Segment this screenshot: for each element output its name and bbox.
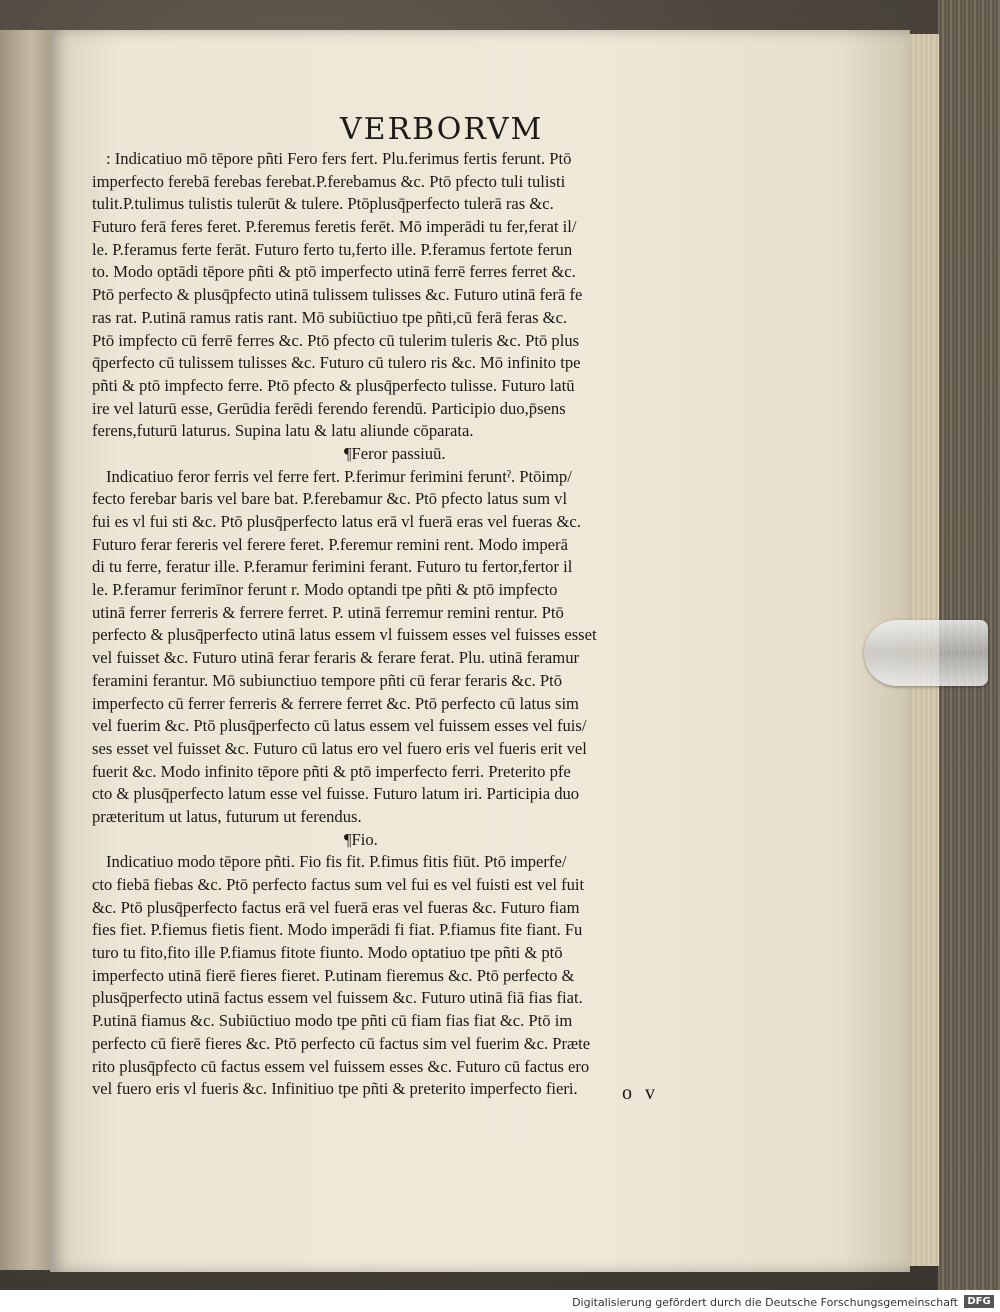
text-line: Futuro ferar fereris vel ferere feret. P.feremur remini rent. Modo imperā	[92, 534, 568, 554]
text-line: P.utinā fiamus &c. Subiūctiuo modo tpe pñti cū fiam fias fiat &c. Ptō im	[92, 1011, 573, 1031]
text-line: ¶Fio.	[344, 829, 378, 849]
text-line: le. P.feramur ferimīnor ferunt r. Modo optandi tpe pñti & ptō impfecto	[92, 580, 558, 600]
text-line: plusq̄perfecto utinā factus essem vel fuissem &c. Futuro utinā fiā fias fiat.	[92, 988, 583, 1008]
text-line: tulit.P.tulimus tulistis tulerūt & tulere. Ptōplusq̄perfecto tulerā ras &c.	[92, 194, 554, 214]
text-line: rito plusq̄pfecto cū factus essem vel fuissem esses &c. Futuro cū factus ero	[92, 1056, 590, 1076]
text-line: Indicatiuo feror ferris vel ferre fert. P.ferimur ferimini feruntˀ. Ptōimp/	[106, 466, 572, 486]
text-line: turo tu fito,fito ille P.fiamus fitote fiunto. Modo optatiuo tpe pñti & ptō	[92, 943, 563, 963]
dfg-logo: DFG	[964, 1295, 994, 1308]
text-line: : Indicatiuo mō tēpore pñti Fero fers fert. Plu.ferimus fertis ferunt. Ptō	[106, 149, 572, 168]
text-line: vel fuerim &c. Ptō plusq̄perfecto cū latus essem vel fuissem esses vel fuis/	[92, 716, 587, 736]
text-line: Ptō impfecto cū ferrē ferres &c. Ptō pfecto cū tulerim tuleris &c. Ptō plus	[92, 330, 580, 350]
text-line: ferens,futurū laturus. Supina latu & latu aliunde cōparata.	[92, 421, 474, 441]
text-line: ses esset vel fuisset &c. Futuro cū latus ero vel fuero eris vel fueris erit vel	[92, 738, 587, 758]
text-line: ire vel laturū esse, Gerūdia ferēdi ferendo ferendū. Participio duo,p̄sens	[92, 398, 566, 418]
text-line: Futuro ferā feres feret. P.feremus feretis ferēt. Mō imperādi tu fer,ferat il/	[92, 217, 577, 237]
text-line: pñti & ptō impfecto ferre. Ptō pfecto & plusq̄perfecto tulisse. Futuro latū	[92, 375, 575, 395]
text-line: fui es vl fui sti &c. Ptō plusq̄perfecto latus erā vl fuerā eras vel fueras &c.	[92, 512, 581, 531]
text-line: vel fuisset &c. Futuro utinā ferar feraris & ferare ferat. Plu. utinā feramur	[92, 648, 580, 668]
text-line: cto & plusq̄perfecto latum esse vel fuisse. Futuro latum iri. Participia duo	[92, 784, 580, 804]
text-line: Ptō perfecto & plusq̄pfecto utinā tulissem tulisses &c. Futuro utinā ferā fe	[92, 285, 583, 305]
text-line: fuerit &c. Modo infinito tēpore pñti & ptō imperfecto ferri. Preterito pfe	[92, 761, 571, 781]
left-page-edge	[0, 30, 52, 1270]
catchword: o v	[622, 1082, 659, 1104]
text-line: imperfecto utinā fierē fieres fieret. P.utinam fieremus &c. Ptō perfecto &	[92, 965, 575, 985]
text-line: ¶Feror passiuū.	[344, 443, 446, 463]
page-clip	[864, 620, 988, 686]
text-line: cto fiebā fiebas &c. Ptō perfecto factus sum vel fui es vel fuisti est vel fuit	[92, 875, 585, 894]
text-line: imperfecto ferebā ferebas ferebat.P.ferebamus &c. Ptō pfecto tuli tulisti	[92, 171, 566, 191]
text-line: utinā ferrer ferreris & ferrere ferret. P. utinā ferremur remini rentur. Ptō	[92, 602, 564, 622]
text-line: di tu ferre, feratur ille. P.feramur ferimini ferant. Futuro tu fertor,fertor il	[92, 557, 573, 577]
text-line: Indicatiuo modo tēpore pñti. Fio fis fit. P.fimus fitis fiūt. Ptō imperfe/	[106, 852, 567, 872]
text-line: le. P.feramus ferte ferāt. Futuro ferto tu,ferto ille. P.feramus fertote ferun	[92, 239, 573, 259]
text-line: fecto ferebar baris vel bare bat. P.ferebamur &c. Ptō pfecto latus sum vl	[92, 489, 568, 509]
text-line: to. Modo optādi tēpore pñti & ptō imperfecto utinā ferrē ferres ferret &c.	[92, 262, 576, 282]
running-title: VERBORVM	[340, 112, 544, 147]
body-text	[92, 148, 716, 1101]
footer-credit: Digitalisierung gefördert durch die Deutsche Forschungsgemeinschaft	[572, 1296, 958, 1309]
text-line: imperfecto cū ferrer ferreris & ferrere ferret &c. Ptō perfecto cū latus sim	[92, 693, 579, 713]
text-line: præteritum ut latus, futurum ut ferendus.	[92, 806, 362, 826]
text-line: perfecto & plusq̄perfecto utinā latus essem vl fuissem esses vel fuisses esset	[92, 625, 597, 645]
text-line: &c. Ptō plusq̄perfecto factus erā vel fuerā eras vel fueras &c. Futuro fiam	[92, 897, 580, 917]
text-line: perfecto cū fierē fieres &c. Ptō perfecto cū factus sim vel fuerim &c. Præte	[92, 1033, 591, 1053]
text-line: vel fuero eris vl fueris &c. Infinitiuo tpe pñti & preterito imperfecto fieri.	[92, 1079, 578, 1099]
text-line: fies fiet. P.fiemus fietis fient. Modo imperādi fi fiat. P.fiamus fite fiant. Fu	[92, 920, 583, 940]
text-line: feramini ferantur. Mō subiunctiuo tempore pñti cū ferar feraris &c. Ptō	[92, 670, 563, 690]
text-line: ras rat. P.utinā ramus ratis rant. Mō subiūctiuo tpe pñti,cū ferā feras &c.	[92, 307, 568, 327]
text-line: q̄perfecto cū tulissem tulisses &c. Futuro cū tulero ris &c. Mō infinito tpe	[92, 353, 581, 373]
